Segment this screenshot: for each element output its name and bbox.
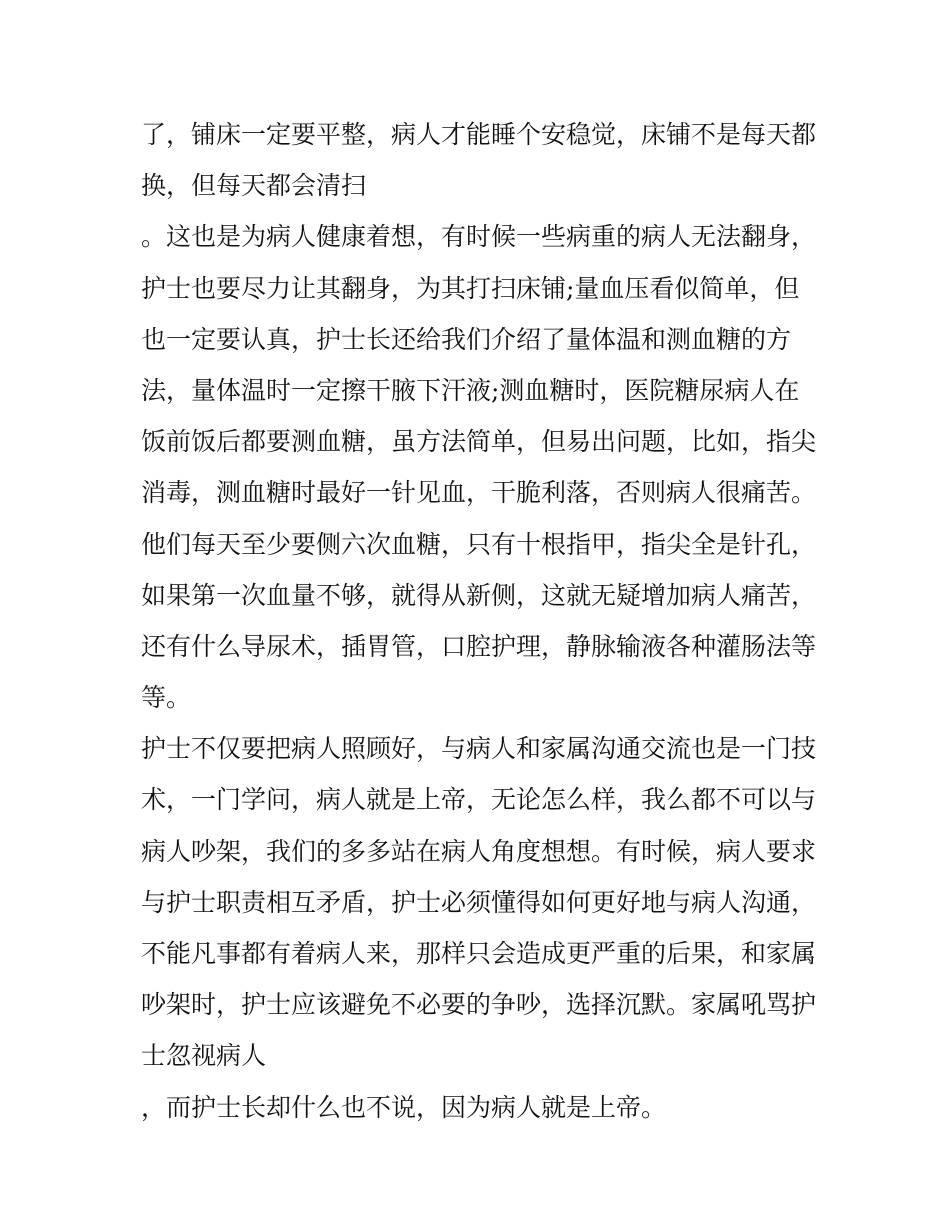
body-text bbox=[141, 109, 821, 1133]
text-line: 与护士职责相互矛盾，护士必须懂得如何更好地与病人沟通， bbox=[141, 887, 817, 917]
text-line: 法，量体温时一定擦干腋下汗液;测血糖时，医院糖尿病人在 bbox=[141, 375, 800, 405]
text-line: 术，一门学问，病人就是上帝，无论怎么样，我么都不可以与 bbox=[141, 785, 817, 815]
text-line: 吵架时，护士应该避免不必要的争吵，选择沉默。家属吼骂护 bbox=[141, 990, 817, 1020]
text-line: 如果第一次血量不够，就得从新侧，这就无疑增加病人痛苦， bbox=[141, 580, 817, 610]
text-line: 还有什么导尿术，插胃管，口腔护理，静脉输液各种灌肠法等 bbox=[141, 631, 817, 661]
text-line: 饭前饭后都要测血糖，虽方法简单，但易出问题，比如，指尖 bbox=[141, 427, 817, 457]
text-line: 也一定要认真，护士长还给我们介绍了量体温和测血糖的方 bbox=[141, 324, 792, 354]
text-line: 消毒，测血糖时最好一针见血，干脆利落，否则病人很痛苦。 bbox=[141, 478, 817, 508]
text-line: 了，铺床一定要平整，病人才能睡个安稳觉，床铺不是每天都 bbox=[141, 120, 817, 149]
text-line: 不能凡事都有着病人来，那样只会造成更严重的后果，和家属 bbox=[141, 939, 817, 968]
text-line: ，而护士长却什么也不说，因为病人就是上帝。 bbox=[141, 1092, 667, 1122]
text-line: 护士也要尽力让其翻身，为其打扫床铺;量血压看似简单，但 bbox=[141, 273, 800, 303]
text-line: 换，但每天都会清扫 bbox=[141, 171, 367, 201]
text-line: 他们每天至少要侧六次血糖，只有十根指甲，指尖全是针孔， bbox=[141, 529, 817, 559]
text-line: 等。 bbox=[141, 683, 192, 713]
text-line: 。这也是为病人健康着想，有时候一些病重的病人无法翻身， bbox=[141, 222, 817, 252]
text-line: 士忽视病人 bbox=[141, 1041, 267, 1071]
text-line: 护士不仅要把病人照顾好，与病人和家属沟通交流也是一门技 bbox=[141, 734, 817, 764]
text-line: 病人吵架，我们的多多站在病人角度想想。有时候，病人要求 bbox=[141, 836, 817, 866]
